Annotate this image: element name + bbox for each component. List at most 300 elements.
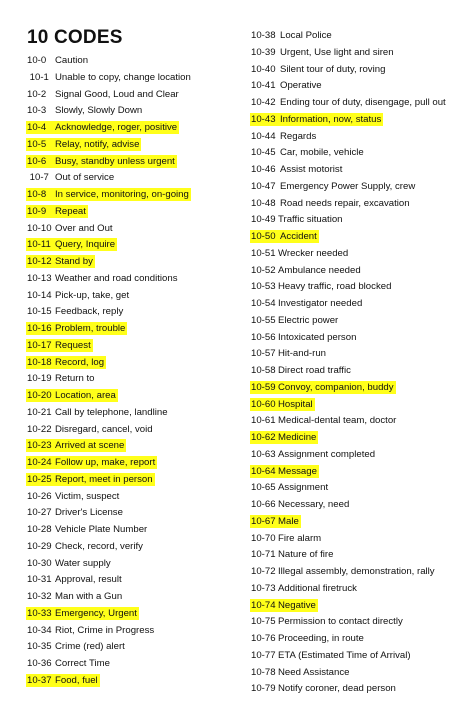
code-meaning: Proceeding, in route bbox=[278, 633, 364, 644]
code-number: 10-56 bbox=[251, 331, 276, 343]
code-meaning: Victim, suspect bbox=[55, 490, 120, 502]
code-number: 10-1 bbox=[27, 71, 49, 83]
highlighted-code-text bbox=[250, 599, 318, 612]
code-entry bbox=[250, 397, 448, 414]
code-entry bbox=[250, 162, 448, 179]
code-entry bbox=[26, 405, 193, 422]
code-entry bbox=[250, 430, 448, 447]
code-number: 10-58 bbox=[251, 365, 276, 376]
highlighted-code-text bbox=[250, 230, 319, 243]
code-meaning: Correct Time bbox=[55, 658, 110, 669]
highlighted-code-text bbox=[26, 188, 191, 201]
code-number: 10-45 bbox=[251, 147, 276, 159]
code-entry bbox=[26, 472, 193, 489]
code-entry bbox=[250, 614, 448, 631]
code-text bbox=[250, 130, 318, 143]
code-entry bbox=[26, 87, 193, 104]
code-text bbox=[26, 305, 125, 318]
code-entry bbox=[250, 380, 448, 397]
code-number: 10-20 bbox=[27, 390, 52, 401]
code-entry bbox=[26, 321, 193, 338]
highlighted-code-text bbox=[26, 238, 117, 251]
code-meaning: Local Police bbox=[280, 30, 332, 41]
highlighted-code-text bbox=[26, 155, 177, 168]
code-list-right bbox=[250, 28, 448, 698]
code-entry bbox=[26, 70, 193, 87]
code-number: 10-10 bbox=[27, 222, 52, 234]
code-meaning: Urgent, Use light and siren bbox=[280, 46, 394, 58]
code-text bbox=[26, 540, 145, 553]
code-text bbox=[26, 406, 170, 419]
code-number: 10-62 bbox=[251, 432, 276, 443]
code-meaning: Feedback, reply bbox=[55, 306, 124, 318]
code-number: 10-60 bbox=[251, 398, 276, 410]
code-number: 10-72 bbox=[251, 566, 276, 577]
code-text bbox=[250, 63, 387, 76]
code-number: 10-19 bbox=[27, 373, 52, 385]
highlighted-code-text bbox=[250, 515, 301, 528]
code-entry bbox=[26, 422, 193, 439]
code-entry bbox=[26, 53, 193, 70]
code-text bbox=[250, 79, 324, 92]
code-number: 10-67 bbox=[251, 515, 276, 527]
code-entry bbox=[250, 313, 448, 330]
code-meaning: Illegal assembly, demonstration, rally bbox=[278, 566, 435, 577]
highlighted-code-text bbox=[250, 381, 396, 394]
code-entry bbox=[250, 78, 448, 95]
code-number: 10-31 bbox=[27, 574, 52, 586]
code-number: 10-48 bbox=[251, 197, 276, 209]
highlighted-code-text bbox=[26, 138, 141, 151]
highlighted-code-text bbox=[26, 607, 139, 620]
highlighted-code-text bbox=[250, 113, 383, 126]
code-entry bbox=[26, 589, 193, 606]
code-text bbox=[250, 615, 405, 628]
code-meaning: Pick-up, take, get bbox=[55, 289, 130, 301]
code-text bbox=[26, 222, 115, 235]
code-text bbox=[250, 347, 328, 360]
code-entry bbox=[26, 388, 193, 405]
code-meaning: Assist motorist bbox=[280, 164, 343, 175]
code-text bbox=[26, 590, 124, 603]
code-text bbox=[250, 163, 344, 176]
code-entry bbox=[26, 673, 193, 690]
code-number: 10-22 bbox=[27, 423, 52, 435]
code-text bbox=[250, 213, 345, 226]
code-text bbox=[26, 372, 96, 385]
code-entry bbox=[26, 221, 193, 238]
code-entry bbox=[26, 639, 193, 656]
highlighted-code-text bbox=[26, 255, 95, 268]
code-entry bbox=[250, 246, 448, 263]
code-number: 10-35 bbox=[27, 641, 52, 653]
code-entry bbox=[26, 371, 193, 388]
code-meaning: In service, monitoring, on-going bbox=[55, 189, 189, 200]
code-meaning: Arrived at scene bbox=[55, 440, 125, 452]
code-meaning: Disregard, cancel, void bbox=[55, 423, 153, 435]
code-entry bbox=[26, 204, 193, 221]
code-text bbox=[26, 423, 155, 436]
code-meaning: Driver's License bbox=[55, 507, 123, 519]
code-meaning: Message bbox=[278, 465, 317, 477]
code-entry bbox=[250, 263, 448, 280]
code-meaning: Vehicle Plate Number bbox=[55, 524, 148, 535]
code-number: 10-49 bbox=[251, 214, 276, 226]
code-number: 10-74 bbox=[251, 599, 276, 611]
code-meaning: Hospital bbox=[278, 398, 313, 410]
code-entry bbox=[250, 112, 448, 129]
code-entry bbox=[250, 363, 448, 380]
code-number: 10-7 bbox=[27, 172, 49, 184]
code-entry bbox=[250, 631, 448, 648]
code-meaning: Relay, notify, advise bbox=[55, 138, 140, 150]
code-meaning: Caution bbox=[55, 55, 89, 66]
code-entry bbox=[250, 564, 448, 581]
code-meaning: Location, area bbox=[55, 390, 116, 401]
code-meaning: Additional firetruck bbox=[278, 582, 357, 594]
code-meaning: Assignment completed bbox=[278, 448, 376, 460]
code-number: 10-64 bbox=[251, 465, 276, 477]
code-number: 10-59 bbox=[251, 381, 276, 393]
highlighted-code-text bbox=[26, 356, 106, 369]
code-entry bbox=[250, 62, 448, 79]
code-text bbox=[250, 666, 351, 679]
code-number: 10-37 bbox=[27, 674, 52, 686]
code-meaning: Male bbox=[278, 515, 299, 527]
code-entry bbox=[250, 28, 448, 45]
code-meaning: Direct road traffic bbox=[278, 365, 351, 376]
code-entry bbox=[250, 480, 448, 497]
code-text bbox=[250, 682, 398, 695]
code-entry bbox=[250, 413, 448, 430]
code-text bbox=[250, 180, 417, 193]
code-number: 10-43 bbox=[251, 113, 276, 125]
code-number: 10-13 bbox=[27, 272, 52, 284]
code-meaning: Electric power bbox=[278, 314, 339, 326]
code-number: 10-21 bbox=[27, 406, 52, 418]
code-text bbox=[250, 532, 323, 545]
code-entry bbox=[26, 438, 193, 455]
code-list-left bbox=[26, 53, 193, 690]
code-number: 10-65 bbox=[251, 482, 276, 494]
code-entry bbox=[26, 556, 193, 573]
code-entry bbox=[26, 355, 193, 372]
code-entry bbox=[250, 196, 448, 213]
code-text bbox=[250, 582, 359, 595]
code-text bbox=[250, 364, 353, 377]
code-entry bbox=[26, 455, 193, 472]
code-entry bbox=[26, 254, 193, 271]
code-number: 10-44 bbox=[251, 130, 276, 142]
code-number: 10-36 bbox=[27, 658, 52, 669]
code-meaning: Wrecker needed bbox=[278, 247, 349, 259]
code-entry bbox=[250, 547, 448, 564]
code-text bbox=[250, 448, 377, 461]
code-text bbox=[26, 506, 125, 519]
code-meaning: Stand by bbox=[55, 256, 93, 267]
code-text bbox=[250, 565, 437, 578]
code-text bbox=[26, 657, 112, 670]
code-entry bbox=[250, 681, 448, 698]
code-number: 10-24 bbox=[27, 457, 52, 468]
code-text bbox=[250, 632, 366, 645]
code-entry bbox=[250, 531, 448, 548]
code-entry bbox=[250, 514, 448, 531]
code-entry bbox=[26, 539, 193, 556]
code-text bbox=[26, 171, 116, 184]
code-meaning: Road needs repair, excavation bbox=[280, 197, 410, 209]
code-text bbox=[26, 104, 144, 117]
code-number: 10-52 bbox=[251, 264, 276, 276]
code-meaning: Over and Out bbox=[55, 222, 113, 234]
code-number: 10-63 bbox=[251, 448, 276, 460]
code-entry bbox=[26, 656, 193, 673]
code-meaning: Check, record, verify bbox=[55, 540, 143, 552]
code-entry bbox=[250, 598, 448, 615]
code-entry bbox=[250, 648, 448, 665]
code-number: 10-46 bbox=[251, 164, 276, 175]
code-text bbox=[250, 314, 340, 327]
code-number: 10-57 bbox=[251, 348, 276, 360]
code-entry bbox=[250, 497, 448, 514]
code-text bbox=[26, 272, 180, 285]
code-meaning: Need Assistance bbox=[278, 666, 350, 678]
code-meaning: Problem, trouble bbox=[55, 323, 126, 334]
code-number: 10-61 bbox=[251, 415, 276, 427]
code-meaning: Record, log bbox=[55, 356, 105, 368]
code-number: 10-50 bbox=[251, 231, 276, 242]
code-meaning: Request bbox=[55, 339, 91, 351]
code-number: 10-78 bbox=[251, 666, 276, 678]
code-number: 10-76 bbox=[251, 633, 276, 644]
code-meaning: Notify coroner, dead person bbox=[278, 683, 396, 695]
code-number: 10-75 bbox=[251, 616, 276, 628]
code-meaning: Return to bbox=[55, 373, 95, 385]
code-entry bbox=[250, 330, 448, 347]
highlighted-code-text bbox=[26, 389, 118, 402]
code-number: 10-32 bbox=[27, 591, 52, 602]
code-entry bbox=[26, 237, 193, 254]
code-meaning: Emergency, Urgent bbox=[55, 607, 137, 619]
code-number: 10-70 bbox=[251, 532, 276, 544]
code-number: 10-26 bbox=[27, 490, 52, 502]
code-number: 10-14 bbox=[27, 289, 52, 301]
highlighted-code-text bbox=[26, 456, 157, 469]
code-number: 10-34 bbox=[27, 624, 52, 636]
code-number: 10-2 bbox=[27, 88, 47, 100]
code-meaning: Call by telephone, landline bbox=[55, 406, 168, 418]
code-entry bbox=[250, 45, 448, 62]
code-number: 10-8 bbox=[27, 189, 47, 200]
code-number: 10-18 bbox=[27, 356, 52, 368]
code-number: 10-0 bbox=[27, 55, 47, 66]
code-text bbox=[250, 46, 396, 59]
code-entry bbox=[26, 271, 193, 288]
code-text bbox=[250, 481, 330, 494]
code-meaning: Medicine bbox=[278, 432, 317, 443]
code-entry bbox=[250, 665, 448, 682]
code-entry bbox=[26, 489, 193, 506]
code-number: 10-79 bbox=[251, 683, 276, 695]
code-text bbox=[250, 548, 335, 561]
code-number: 10-38 bbox=[251, 30, 276, 41]
code-entry bbox=[26, 304, 193, 321]
code-text bbox=[26, 624, 156, 637]
code-entry bbox=[250, 279, 448, 296]
code-meaning: Out of service bbox=[55, 172, 115, 184]
code-text bbox=[250, 197, 412, 210]
code-meaning: Water supply bbox=[55, 557, 111, 569]
code-number: 10-54 bbox=[251, 298, 276, 309]
code-meaning: Crime (red) alert bbox=[55, 641, 125, 653]
code-number: 10-27 bbox=[27, 507, 52, 519]
code-number: 10-33 bbox=[27, 607, 52, 619]
code-meaning: Man with a Gun bbox=[55, 591, 123, 602]
highlighted-code-text bbox=[26, 339, 93, 352]
code-number: 10-17 bbox=[27, 339, 52, 351]
code-entry bbox=[250, 229, 448, 246]
code-entry bbox=[250, 95, 448, 112]
code-number: 10-15 bbox=[27, 306, 52, 318]
code-number: 10-30 bbox=[27, 557, 52, 569]
code-meaning: Nature of fire bbox=[278, 549, 334, 561]
code-meaning: Silent tour of duty, roving bbox=[280, 63, 386, 75]
code-number: 10-11 bbox=[27, 239, 51, 251]
code-entry bbox=[250, 296, 448, 313]
code-entry bbox=[26, 606, 193, 623]
highlighted-code-text bbox=[26, 473, 155, 486]
code-text bbox=[250, 649, 413, 662]
highlighted-code-text bbox=[250, 431, 318, 444]
code-meaning: Food, fuel bbox=[55, 674, 98, 686]
code-number: 10-55 bbox=[251, 314, 276, 326]
code-meaning: Weather and road conditions bbox=[55, 272, 178, 284]
code-entry bbox=[26, 623, 193, 640]
code-meaning: Hit-and-run bbox=[278, 348, 326, 360]
highlighted-code-text bbox=[26, 121, 179, 134]
code-meaning: Report, meet in person bbox=[55, 473, 153, 485]
code-text bbox=[250, 247, 350, 260]
code-entry bbox=[26, 187, 193, 204]
code-meaning: Regards bbox=[280, 130, 317, 142]
code-number: 10-29 bbox=[27, 540, 52, 552]
code-text bbox=[250, 280, 393, 293]
code-entry bbox=[26, 170, 193, 187]
code-text bbox=[26, 289, 131, 302]
code-entry bbox=[250, 145, 448, 162]
code-number: 10-25 bbox=[27, 473, 52, 485]
page-title: 10 CODES bbox=[27, 27, 123, 48]
code-number: 10-53 bbox=[251, 281, 276, 293]
code-text bbox=[250, 29, 334, 42]
code-entry bbox=[26, 522, 193, 539]
code-text bbox=[250, 498, 351, 511]
code-meaning: Negative bbox=[278, 599, 316, 611]
code-number: 10-77 bbox=[251, 649, 276, 661]
code-entry bbox=[250, 346, 448, 363]
code-number: 10-28 bbox=[27, 524, 52, 535]
code-meaning: Follow up, make, report bbox=[55, 457, 156, 468]
code-number: 10-66 bbox=[251, 499, 276, 510]
code-entry bbox=[250, 212, 448, 229]
code-text bbox=[26, 88, 181, 101]
code-meaning: Heavy traffic, road blocked bbox=[278, 281, 392, 293]
highlighted-code-text bbox=[250, 465, 319, 478]
code-text bbox=[26, 54, 90, 67]
code-entry bbox=[250, 179, 448, 196]
code-text bbox=[250, 414, 398, 427]
code-meaning: Busy, standby unless urgent bbox=[55, 155, 175, 167]
code-meaning: Acknowledge, roger, positive bbox=[55, 122, 178, 133]
code-text bbox=[250, 264, 363, 277]
code-number: 10-42 bbox=[251, 97, 276, 108]
highlighted-code-text bbox=[26, 205, 88, 218]
code-text bbox=[250, 331, 358, 344]
code-meaning: ETA (Estimated Time of Arrival) bbox=[278, 649, 411, 661]
code-number: 10-4 bbox=[27, 122, 47, 133]
code-text bbox=[26, 490, 121, 503]
code-meaning: Traffic situation bbox=[278, 214, 343, 226]
code-meaning: Emergency Power Supply, crew bbox=[280, 180, 416, 192]
code-text bbox=[26, 71, 193, 84]
code-meaning: Riot, Crime in Progress bbox=[55, 624, 155, 636]
code-entry bbox=[250, 464, 448, 481]
code-meaning: Operative bbox=[280, 80, 322, 92]
code-entry bbox=[250, 447, 448, 464]
code-meaning: Approval, result bbox=[55, 574, 122, 586]
code-meaning: Repeat bbox=[55, 205, 86, 217]
code-entry bbox=[26, 288, 193, 305]
code-entry bbox=[26, 338, 193, 355]
code-number: 10-47 bbox=[251, 180, 276, 192]
code-meaning: Signal Good, Loud and Clear bbox=[55, 88, 179, 100]
code-text bbox=[250, 297, 364, 310]
code-number: 10-71 bbox=[251, 549, 276, 561]
code-meaning: Medical-dental team, doctor bbox=[278, 415, 397, 427]
code-meaning: Fire alarm bbox=[278, 532, 322, 544]
highlighted-code-text bbox=[250, 398, 315, 411]
code-meaning: Ending tour of duty, disengage, pull out bbox=[280, 97, 446, 108]
code-entry bbox=[26, 572, 193, 589]
code-number: 10-12 bbox=[27, 256, 52, 267]
code-text bbox=[26, 523, 149, 536]
code-meaning: Information, now, status bbox=[280, 113, 382, 125]
code-meaning: Permission to contact directly bbox=[278, 616, 403, 628]
code-entry bbox=[26, 154, 193, 171]
code-meaning: Convoy, companion, buddy bbox=[278, 381, 394, 393]
code-number: 10-23 bbox=[27, 440, 52, 452]
code-entry bbox=[26, 103, 193, 120]
highlighted-code-text bbox=[26, 322, 127, 335]
highlighted-code-text bbox=[26, 439, 126, 452]
code-text bbox=[250, 96, 448, 109]
code-entry bbox=[250, 129, 448, 146]
code-text bbox=[26, 573, 124, 586]
code-number: 10-41 bbox=[251, 80, 276, 92]
code-meaning: Query, Inquire bbox=[55, 239, 116, 251]
code-number: 10-6 bbox=[27, 155, 47, 167]
code-number: 10-73 bbox=[251, 582, 276, 594]
code-number: 10-3 bbox=[27, 105, 47, 117]
highlighted-code-text bbox=[26, 674, 100, 687]
code-meaning: Accident bbox=[280, 231, 317, 242]
code-meaning: Investigator needed bbox=[278, 298, 363, 309]
code-number: 10-5 bbox=[27, 138, 47, 150]
code-meaning: Necessary, need bbox=[278, 499, 350, 510]
code-meaning: Slowly, Slowly Down bbox=[55, 105, 143, 117]
code-meaning: Unable to copy, change location bbox=[55, 71, 191, 83]
code-text bbox=[26, 640, 127, 653]
